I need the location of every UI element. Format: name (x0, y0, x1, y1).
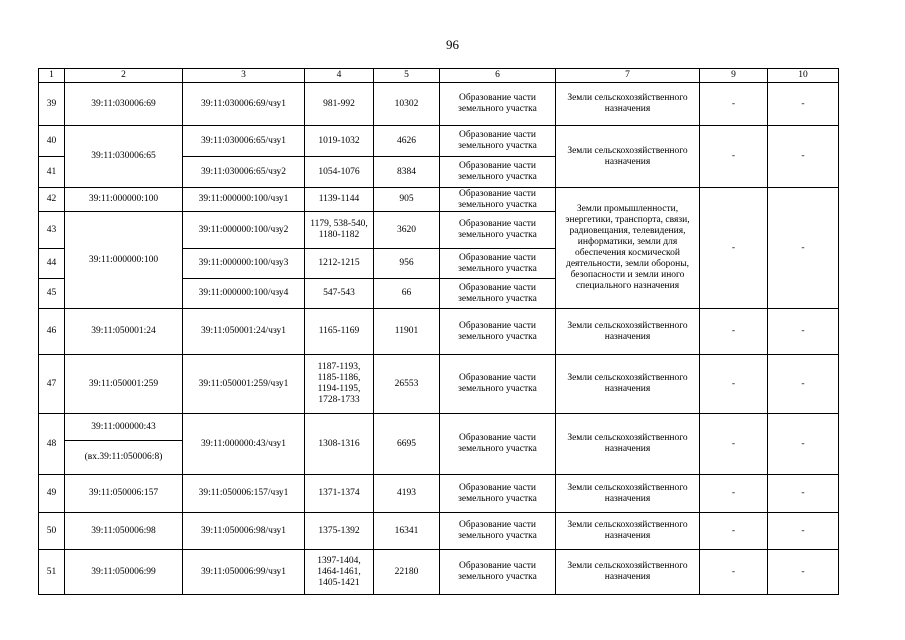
part-number: 39:11:050006:157/чзу1 (183, 475, 305, 513)
land-category: Земли сельскохозяйственного назначения (556, 513, 700, 550)
col-9: - (700, 513, 768, 550)
land-category: Земли сельскохозяйственного назначения (556, 475, 700, 513)
point-numbers: 1308-1316 (305, 414, 374, 475)
area: 26553 (374, 355, 440, 414)
row-number: 44 (39, 249, 65, 279)
col-10: - (768, 414, 839, 475)
header-cell: 9 (700, 69, 768, 83)
point-numbers: 1139-1144 (305, 188, 374, 212)
header-cell: 4 (305, 69, 374, 83)
row-number: 43 (39, 212, 65, 249)
header-cell: 2 (65, 69, 183, 83)
point-numbers: 1371-1374 (305, 475, 374, 513)
purpose: Образование части земельного участка (440, 249, 556, 279)
header-cell: 5 (374, 69, 440, 83)
part-number: 39:11:050001:259/чзу1 (183, 355, 305, 414)
part-number: 39:11:030006:65/чзу2 (183, 157, 305, 188)
purpose: Образование части земельного участка (440, 550, 556, 595)
part-number: 39:11:050001:24/чзу1 (183, 309, 305, 355)
col-9: - (700, 188, 768, 309)
land-category: Земли сельскохозяйственного назначения (556, 355, 700, 414)
header-row (39, 69, 839, 83)
area: 22180 (374, 550, 440, 595)
col-10: - (768, 83, 839, 126)
point-numbers: 1165-1169 (305, 309, 374, 355)
part-number: 39:11:030006:65/чзу1 (183, 126, 305, 157)
area: 4626 (374, 126, 440, 157)
col-10: - (768, 513, 839, 550)
row-number: 40 (39, 126, 65, 157)
col-9: - (700, 83, 768, 126)
table-row (39, 550, 839, 595)
col-10: - (768, 550, 839, 595)
col-10: - (768, 355, 839, 414)
col-9: - (700, 126, 768, 188)
point-numbers: 981-992 (305, 83, 374, 126)
table-row (39, 513, 839, 550)
cadastral-number: 39:11:050001:24 (65, 309, 183, 355)
area: 905 (374, 188, 440, 212)
col-9: - (700, 550, 768, 595)
part-number: 39:11:030006:69/чзу1 (183, 83, 305, 126)
row-number: 46 (39, 309, 65, 355)
cadastral-number: 39:11:000000:100 (65, 188, 183, 212)
header-cell: 1 (39, 69, 65, 83)
cadastral-number: 39:11:050006:157 (65, 475, 183, 513)
row-number: 51 (39, 550, 65, 595)
part-number: 39:11:000000:100/чзу2 (183, 212, 305, 249)
col-9: - (700, 414, 768, 475)
area: 956 (374, 249, 440, 279)
row-number: 48 (39, 414, 65, 475)
point-numbers: 547-543 (305, 279, 374, 309)
table-row (39, 188, 839, 212)
part-number: 39:11:050006:98/чзу1 (183, 513, 305, 550)
row-number: 41 (39, 157, 65, 188)
col-10: - (768, 309, 839, 355)
area: 16341 (374, 513, 440, 550)
area: 11901 (374, 309, 440, 355)
page-number: 96 (446, 37, 459, 52)
table-row (39, 475, 839, 513)
header-cell: 3 (183, 69, 305, 83)
part-number: 39:11:000000:43/чзу1 (183, 414, 305, 475)
point-numbers: 1019-1032 (305, 126, 374, 157)
point-numbers: 1397-1404, 1464-1461, 1405-1421 (305, 550, 374, 595)
row-number: 47 (39, 355, 65, 414)
cadastral-number: 39:11:000000:43 (65, 414, 183, 441)
col-9: - (700, 355, 768, 414)
col-10: - (768, 126, 839, 188)
cadastral-number: 39:11:000000:100 (65, 212, 183, 309)
table-row (39, 309, 839, 355)
area: 3620 (374, 212, 440, 249)
point-numbers: 1375-1392 (305, 513, 374, 550)
purpose: Образование части земельного участка (440, 157, 556, 188)
row-number: 45 (39, 279, 65, 309)
purpose: Образование части земельного участка (440, 355, 556, 414)
row-number: 49 (39, 475, 65, 513)
purpose: Образование части земельного участка (440, 309, 556, 355)
cadastral-number: 39:11:050001:259 (65, 355, 183, 414)
part-number: 39:11:000000:100/чзу1 (183, 188, 305, 212)
purpose: Образование части земельного участка (440, 414, 556, 475)
col-9: - (700, 309, 768, 355)
part-number: 39:11:000000:100/чзу3 (183, 249, 305, 279)
area: 4193 (374, 475, 440, 513)
cadastral-number: 39:11:030006:65 (65, 126, 183, 188)
row-number: 50 (39, 513, 65, 550)
point-numbers: 1187-1193, 1185-1186, 1194-1195, 1728-1733 (305, 355, 374, 414)
purpose: Образование части земельного участка (440, 126, 556, 157)
purpose: Образование части земельного участка (440, 83, 556, 126)
purpose: Образование части земельного участка (440, 188, 556, 212)
part-number: 39:11:000000:100/чзу4 (183, 279, 305, 309)
land-category: Земли сельскохозяйственного назначения (556, 309, 700, 355)
cadastral-number-note: (вх.39:11:050006:8) (65, 441, 183, 475)
table-row (39, 126, 839, 157)
point-numbers: 1054-1076 (305, 157, 374, 188)
cadastral-number: 39:11:030006:69 (65, 83, 183, 126)
header-cell: 7 (556, 69, 700, 83)
purpose: Образование части земельного участка (440, 212, 556, 249)
purpose: Образование части земельного участка (440, 475, 556, 513)
col-9: - (700, 475, 768, 513)
cadastral-number: 39:11:050006:99 (65, 550, 183, 595)
part-number: 39:11:050006:99/чзу1 (183, 550, 305, 595)
point-numbers: 1179, 538-540, 1180-1182 (305, 212, 374, 249)
area: 10302 (374, 83, 440, 126)
header-cell: 6 (440, 69, 556, 83)
row-number: 39 (39, 83, 65, 126)
row-number: 42 (39, 188, 65, 212)
land-category: Земли сельскохозяйственного назначения (556, 126, 700, 188)
purpose: Образование части земельного участка (440, 279, 556, 309)
purpose: Образование части земельного участка (440, 513, 556, 550)
land-category: Земли сельскохозяйственного назначения (556, 414, 700, 475)
table-row (39, 355, 839, 414)
col-10: - (768, 188, 839, 309)
cadastral-number: 39:11:050006:98 (65, 513, 183, 550)
land-category: Земли сельскохозяйственного назначения (556, 83, 700, 126)
header-cell: 10 (768, 69, 839, 83)
area: 66 (374, 279, 440, 309)
land-plot-table (38, 68, 839, 595)
table-row (39, 83, 839, 126)
area: 6695 (374, 414, 440, 475)
col-10: - (768, 475, 839, 513)
point-numbers: 1212-1215 (305, 249, 374, 279)
land-category: Земли промышленности, энергетики, транспорта, связи, радиовещания, телевидения, информатики, земли для обеспечения космической деятельности, земли обороны, безопасности и земли иного специального назначения (556, 188, 700, 309)
table-row (39, 414, 839, 441)
land-category: Земли сельскохозяйственного назначения (556, 550, 700, 595)
area: 8384 (374, 157, 440, 188)
